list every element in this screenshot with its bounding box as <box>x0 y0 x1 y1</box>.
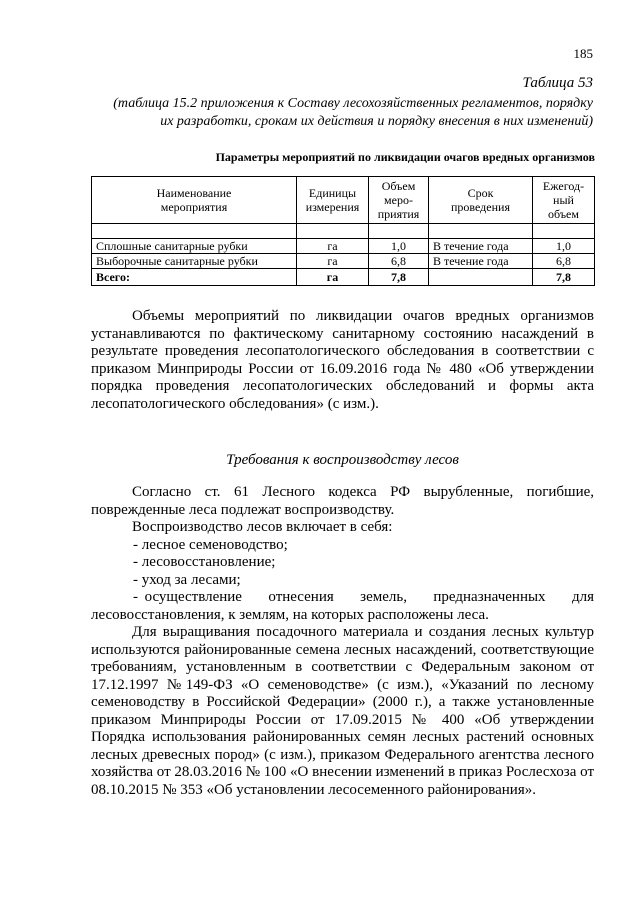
total-unit: га <box>297 269 369 286</box>
table-spacer-row <box>92 224 595 239</box>
list-item: - уход за лесами; <box>133 571 241 588</box>
header-name: Наименование мероприятия <box>92 177 297 224</box>
cell-volume: 1,0 <box>369 239 429 254</box>
list-item-continuation: лесовосстановления, к землям, на которых расположены леса. <box>91 606 489 623</box>
cell-unit: га <box>297 254 369 269</box>
paragraph-article-61: Согласно ст. 61 Лесного кодекса РФ вырубленные, погибшие, поврежденные леса подлежат воспроизводству. <box>91 484 594 518</box>
cell-annual: 1,0 <box>533 239 595 254</box>
header-period: Срок проведения <box>429 177 533 224</box>
section-title: Требования к воспроизводству лесов <box>226 452 459 468</box>
total-annual: 7,8 <box>533 269 595 286</box>
cell-name: Сплошные санитарные рубки <box>92 239 297 254</box>
table-number: Таблица 53 <box>522 75 593 91</box>
cell-name: Выборочные санитарные рубки <box>92 254 297 269</box>
table-total-row <box>92 269 595 286</box>
total-period <box>429 269 533 286</box>
total-label: Всего: <box>92 269 297 286</box>
table-header-row <box>92 177 595 224</box>
paragraph-volumes: Объемы мероприятий по ликвидации очагов вредных организмов устанавливаются по фактическому санитарному состоянию насаждений в результате проведения лесопатологического обследования в соответствии с приказом Минприроды России от 16.09.2016 года № 480 «Об утверждении порядка проведения лесопатологических обследований и формы акта лесопатологического обследования» (с изм.). <box>91 308 594 412</box>
cell-period: В течение года <box>429 239 533 254</box>
header-unit: Единицы измерения <box>297 177 369 224</box>
list-item: - лесное семеноводство; <box>133 536 288 553</box>
reproduction-section <box>91 484 594 799</box>
cell-volume: 6,8 <box>369 254 429 269</box>
cell-period: В течение года <box>429 254 533 269</box>
table-row <box>92 239 595 254</box>
table-row <box>92 254 595 269</box>
params-title: Параметры мероприятий по ликвидации очагов вредных организмов <box>215 150 595 164</box>
table-caption: (таблица 15.2 приложения к Составу лесохозяйственных регламентов, порядку их разработки, срокам их действия и порядку внесения в них изменений) <box>113 96 593 129</box>
page-number: 185 <box>573 46 593 61</box>
list-item: - лесовосстановление; <box>133 554 276 570</box>
cell-annual: 6,8 <box>533 254 595 269</box>
cell-unit: га <box>297 239 369 254</box>
paragraph-seeds: Для выращивания посадочного материала и создания лесных культур используются районированные семена лесных насаждений, соответствующие требованиям, установленным в соответствии с Федеральным законом от 17.12.1997 №149-ФЗ «О семеноводстве» (с изм.), «Указаний по лесному семеноводству в Российской Федерации» (2000 г.), а также установленные приказом Минприроды России от 17.09.2015 № 400 «Об утверждении Порядка использования районированных семян лесных растений основных лесных древесных пород» (с изм.), приказом Федерального агентства лесного хозяйства от 28.03.2016 № 100 «О внесении изменений в приказ Рослесхоза от 08.10.2015 № 353 «Об установлении лесосеменного районирования». <box>91 624 594 798</box>
header-annual: Ежегод- ный объем <box>533 177 595 224</box>
paragraph-includes: Воспроизводство лесов включает в себя: <box>132 519 393 535</box>
measures-table <box>91 176 595 286</box>
list-item: - осуществление отнесения земель, предназначенных для <box>133 589 594 605</box>
header-volume: Объем меро- приятия <box>369 177 429 224</box>
total-volume: 7,8 <box>369 269 429 286</box>
